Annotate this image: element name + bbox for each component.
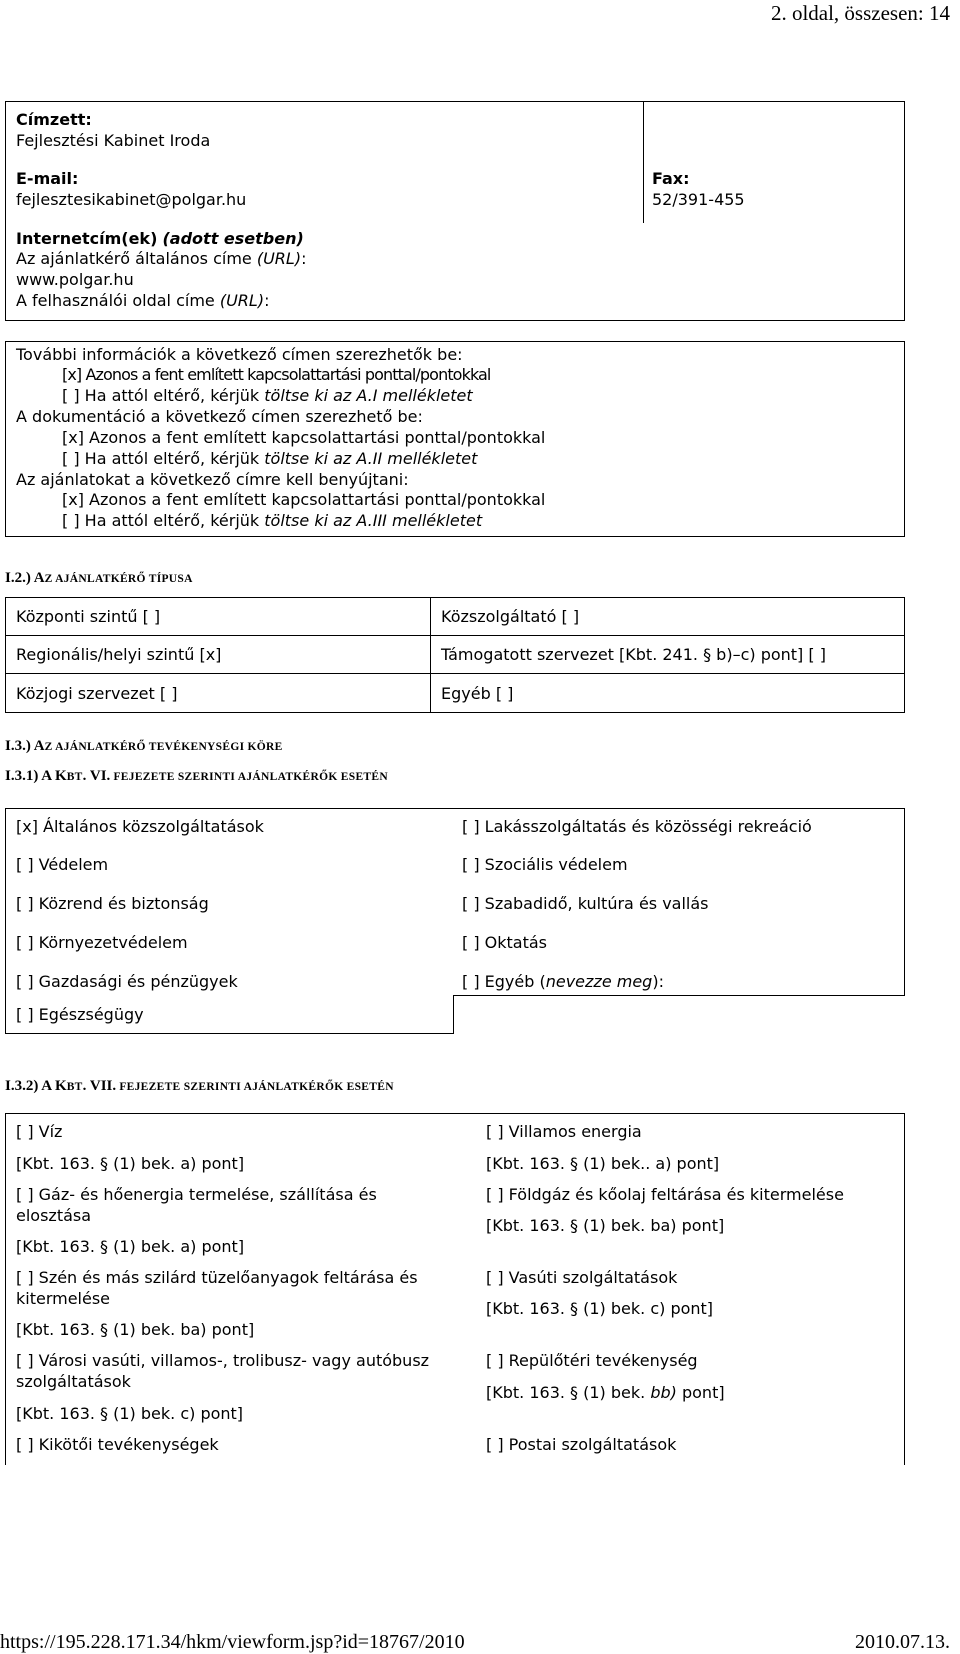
activity-vii-right-bb: [Kbt. 163. § (1) bek. bb) pont]	[486, 1383, 725, 1402]
type-utility: Közszolgáltató [ ]	[441, 607, 580, 626]
activity-vii-left-6: kitermelése	[16, 1289, 111, 1308]
activity-vi-right-3: [ ] Oktatás	[462, 933, 548, 952]
page-info: 2. oldal, összesen: 14	[770, 1, 950, 25]
activity-vii-right-1: [Kbt. 163. § (1) bek.. a) pont]	[486, 1154, 720, 1173]
activity-vii-left-1: [Kbt. 163. § (1) bek. a) pont]	[16, 1154, 245, 1173]
more-info-other: [ ] Ha attól eltérő, kérjük töltse ki az A.I mellékletet	[62, 386, 473, 405]
activity-vi-right-2: [ ] Szabadidő, kultúra és vallás	[462, 894, 709, 913]
activity-vii-left-9: szolgáltatások	[16, 1372, 131, 1391]
activity-vii-left-0: [ ] Víz	[16, 1122, 63, 1141]
activity-vi-right-1: [ ] Szociális védelem	[462, 855, 628, 874]
activity-vi-left-0: [x] Általános közszolgáltatások	[16, 817, 264, 836]
activity-vii-left-4: [Kbt. 163. § (1) bek. a) pont]	[16, 1237, 245, 1256]
section-i3-heading: I.3.) AZ AJÁNLATKÉRŐ TEVÉKENYSÉGI KÖRE	[5, 738, 283, 754]
docs-info-same: [x] Azonos a fent említett kapcsolattartási ponttal/pontokkal	[62, 428, 546, 447]
activity-vii-left-5: [ ] Szén és más szilárd tüzelőanyagok feltárása és	[16, 1268, 418, 1287]
activity-vii-right-5: [Kbt. 163. § (1) bek. c) pont]	[486, 1299, 714, 1318]
more-info-same: [x] Azonos a fent említett kapcsolattartási ponttal/pontokkal	[62, 365, 491, 384]
email-value: fejlesztesikabinet@polgar.hu	[16, 190, 247, 209]
footer-date: 2010.07.13.	[855, 1631, 950, 1653]
type-other: Egyéb [ ]	[441, 684, 514, 703]
activity-vii-right-4: [ ] Vasúti szolgáltatások	[486, 1268, 678, 1287]
footer-url: https://195.228.171.34/hkm/viewform.jsp?id=18767/2010	[0, 1631, 465, 1653]
submit-info-text: Az ajánlatokat a következő címre kell benyújtani:	[16, 470, 409, 489]
activity-vii-left-7: [Kbt. 163. § (1) bek. ba) pont]	[16, 1320, 255, 1339]
buyer-url-label: A felhasználói oldal címe (URL):	[16, 291, 270, 310]
section-i2-heading: I.2.) AZ AJÁNLATKÉRŐ TÍPUSA	[5, 570, 193, 586]
activity-vii-right-3: [Kbt. 163. § (1) bek. ba) pont]	[486, 1216, 725, 1235]
activity-vii-left-2: [ ] Gáz- és hőenergia termelése, szállítása és	[16, 1185, 377, 1204]
activity-vi-left-1: [ ] Védelem	[16, 855, 109, 874]
type-public-law: Közjogi szervezet [ ]	[16, 684, 178, 703]
section-i32-heading: I.3.2) A KBT. VII. FEJEZETE SZERINTI AJÁNLATKÉRŐK ESETÉN	[5, 1078, 394, 1094]
activity-vi-right-other: [ ] Egyéb (nevezze meg):	[462, 972, 664, 991]
submit-info-same: [x] Azonos a fent említett kapcsolattartási ponttal/pontokkal	[62, 490, 546, 509]
activity-vii-right-2: [ ] Földgáz és kőolaj feltárása és kitermelése	[486, 1185, 844, 1204]
activity-vi-left-3: [ ] Környezetvédelem	[16, 933, 188, 952]
activity-vi-right-0: [ ] Lakásszolgáltatás és közösségi rekreáció	[462, 817, 812, 836]
email-label: E-mail:	[16, 169, 79, 188]
fax-label: Fax:	[652, 169, 690, 188]
activity-vi-left-5: [ ] Egészségügy	[16, 1005, 144, 1024]
docs-info-other: [ ] Ha attól eltérő, kérjük töltse ki az A.II mellékletet	[62, 449, 478, 468]
submit-info-other: [ ] Ha attól eltérő, kérjük töltse ki az A.III mellékletet	[62, 511, 483, 530]
activity-vii-right-6: [ ] Repülőtéri tevékenység	[486, 1351, 698, 1370]
activity-vii-right-7: [ ] Postai szolgáltatások	[486, 1435, 677, 1454]
general-url-value: www.polgar.hu	[16, 270, 134, 289]
activity-vii-left-3: elosztása	[16, 1206, 92, 1225]
activity-vii-left-8: [ ] Városi vasúti, villamos-, trolibusz- vagy autóbusz	[16, 1351, 430, 1370]
more-info-text: További információk a következő címen szerezhetők be:	[16, 345, 463, 364]
activity-vii-left-10: [Kbt. 163. § (1) bek. c) pont]	[16, 1404, 244, 1423]
activity-vii-right-0: [ ] Villamos energia	[486, 1122, 642, 1141]
type-central: Központi szintű [ ]	[16, 607, 161, 626]
type-subsidised: Támogatott szervezet [Kbt. 241. § b)–c) pont] [ ]	[441, 645, 826, 664]
recipient-value: Fejlesztési Kabinet Iroda	[16, 131, 211, 150]
activity-vi-left-4: [ ] Gazdasági és pénzügyek	[16, 972, 238, 991]
type-regional: Regionális/helyi szintű [x]	[16, 645, 222, 664]
activity-vii-left-11: [ ] Kikötői tevékenységek	[16, 1435, 219, 1454]
section-i31-heading: I.3.1) A KBT. VI. FEJEZETE SZERINTI AJÁNLATKÉRŐK ESETÉN	[5, 768, 388, 784]
activity-vi-left-2: [ ] Közrend és biztonság	[16, 894, 209, 913]
general-url-label: Az ajánlatkérő általános címe (URL):	[16, 249, 307, 268]
recipient-label: Címzett:	[16, 110, 92, 129]
fax-value: 52/391-455	[652, 190, 745, 209]
internet-heading: Internetcím(ek) (adott esetben)	[16, 229, 304, 248]
docs-info-text: A dokumentáció a következő címen szerezhető be:	[16, 407, 423, 426]
